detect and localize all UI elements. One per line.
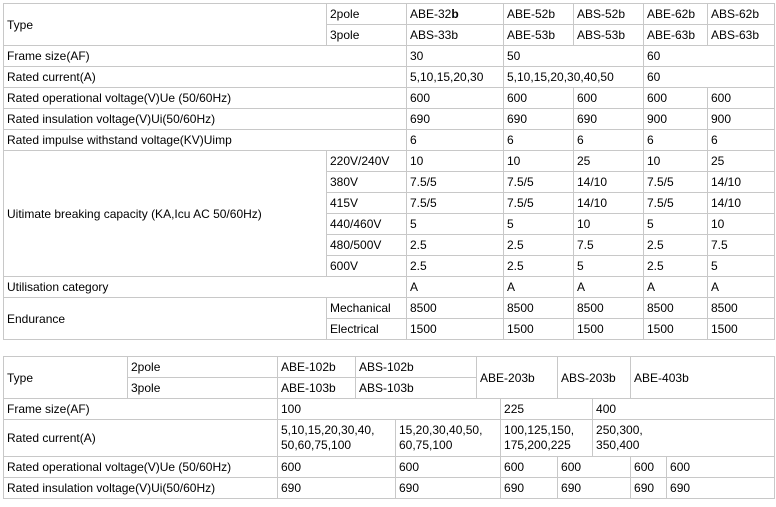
value-cell: 14/10	[708, 193, 775, 214]
model-cell: ABE-62b	[644, 4, 708, 25]
value-cell: 25	[708, 151, 775, 172]
value-cell: 7.5	[574, 235, 644, 256]
value-line: 350,400	[596, 438, 640, 452]
value-cell: 8500	[574, 298, 644, 319]
value-line: 175,200,225	[504, 438, 571, 452]
value-cell: 10	[504, 151, 574, 172]
value-cell: 690	[504, 109, 574, 130]
model-suffix: b	[451, 7, 459, 21]
model-cell: ABE-63b	[644, 25, 708, 46]
value-cell: 900	[708, 109, 775, 130]
value-cell: 10	[644, 151, 708, 172]
value-cell: 14/10	[574, 172, 644, 193]
row-label-endurance: Endurance	[4, 298, 327, 340]
model-cell: ABE-53b	[504, 25, 574, 46]
row-label-breaking: Uitimate breaking capacity (KA,Icu AC 50/60Hz)	[4, 151, 327, 277]
value-cell: 10	[708, 214, 775, 235]
voltage-label: 480/500V	[327, 235, 407, 256]
table-row	[4, 67, 775, 88]
value-cell: 690	[631, 478, 667, 499]
model-cell: ABE-403b	[631, 357, 775, 399]
value-cell: 5	[708, 256, 775, 277]
value-cell: 1500	[574, 319, 644, 340]
value-cell: 2.5	[407, 256, 504, 277]
value-cell: 690	[396, 478, 501, 499]
value-cell: 8500	[708, 298, 775, 319]
model-cell: ABS-52b	[574, 4, 644, 25]
table-row	[4, 298, 775, 319]
value-line: 60,75,100	[399, 438, 453, 452]
value-line: 50,60,75,100	[281, 438, 352, 452]
row-label-op-voltage: Rated operational voltage(V)Ue (50/60Hz)	[4, 457, 278, 478]
row-label-current: Rated current(A)	[4, 420, 278, 457]
value-line: 250,300,	[596, 423, 643, 437]
table-row	[4, 130, 775, 151]
value-cell: 100	[278, 399, 501, 420]
model-cell: ABS-203b	[558, 357, 631, 399]
value-cell: 1500	[407, 319, 504, 340]
row-label-type: Type	[4, 357, 128, 399]
value-cell	[278, 420, 396, 457]
value-cell: 2.5	[407, 235, 504, 256]
value-cell: 8500	[407, 298, 504, 319]
value-cell: 600	[574, 88, 644, 109]
model-cell: ABS-102b	[356, 357, 477, 378]
pole-label-3: 3pole	[327, 25, 407, 46]
model-cell	[407, 4, 504, 25]
value-line: 100,125,150,	[504, 423, 575, 437]
model-cell: ABS-33b	[407, 25, 504, 46]
value-cell: 690	[407, 109, 504, 130]
pole-label-2: 2pole	[327, 4, 407, 25]
table-row	[4, 151, 775, 172]
value-cell: 690	[278, 478, 396, 499]
table-row	[4, 109, 775, 130]
model-cell: ABS-62b	[708, 4, 775, 25]
value-cell: 2.5	[644, 256, 708, 277]
row-label-current: Rated current(A)	[4, 67, 407, 88]
voltage-label: 220V/240V	[327, 151, 407, 172]
value-cell: 7.5/5	[407, 193, 504, 214]
value-cell: 1500	[504, 319, 574, 340]
value-cell: 7.5/5	[504, 172, 574, 193]
value-cell: 600	[644, 88, 708, 109]
value-cell: A	[574, 277, 644, 298]
pole-label-3: 3pole	[128, 378, 278, 399]
table-row	[4, 357, 775, 378]
value-cell: 6	[504, 130, 574, 151]
value-cell: 7.5/5	[407, 172, 504, 193]
row-label-op-voltage: Rated operational voltage(V)Ue (50/60Hz)	[4, 88, 407, 109]
value-cell: 5	[504, 214, 574, 235]
value-cell: 7.5	[708, 235, 775, 256]
model-cell: ABE-103b	[278, 378, 356, 399]
spec-table-large-frame	[3, 356, 775, 499]
voltage-label: 440/460V	[327, 214, 407, 235]
value-cell: 690	[574, 109, 644, 130]
value-cell	[593, 420, 775, 457]
table-row	[4, 46, 775, 67]
value-cell: 400	[593, 399, 775, 420]
value-cell: 7.5/5	[644, 172, 708, 193]
value-cell: 1500	[708, 319, 775, 340]
row-label-type: Type	[4, 4, 327, 46]
value-cell: 225	[501, 399, 593, 420]
voltage-label: 600V	[327, 256, 407, 277]
value-cell: 25	[574, 151, 644, 172]
value-cell: 2.5	[644, 235, 708, 256]
value-cell: 600	[504, 88, 574, 109]
value-cell: 10	[407, 151, 504, 172]
row-label-ins-voltage: Rated insulation voltage(V)Ui(50/60Hz)	[4, 478, 278, 499]
value-cell: 600	[631, 457, 667, 478]
row-label-util: Utilisation category	[4, 277, 407, 298]
value-cell: 6	[708, 130, 775, 151]
value-cell: 600	[708, 88, 775, 109]
value-cell: 10	[574, 214, 644, 235]
value-cell: 50	[504, 46, 644, 67]
value-cell: 690	[667, 478, 775, 499]
endurance-type: Electrical	[327, 319, 407, 340]
value-cell: 5	[407, 214, 504, 235]
value-cell: A	[708, 277, 775, 298]
value-cell: 1500	[644, 319, 708, 340]
voltage-label: 380V	[327, 172, 407, 193]
row-label-frame: Frame size(AF)	[4, 399, 278, 420]
value-cell: 690	[558, 478, 631, 499]
model-cell: ABE-52b	[504, 4, 574, 25]
endurance-type: Mechanical	[327, 298, 407, 319]
row-label-ins-voltage: Rated insulation voltage(V)Ui(50/60Hz)	[4, 109, 407, 130]
value-cell: 5,10,15,20,30	[407, 67, 504, 88]
model-cell: ABS-63b	[708, 25, 775, 46]
model-cell: ABE-203b	[477, 357, 558, 399]
value-cell: 5,10,15,20,30,40,50	[504, 67, 644, 88]
value-cell: 7.5/5	[644, 193, 708, 214]
pole-label-2: 2pole	[128, 357, 278, 378]
model-prefix: ABE-32	[410, 7, 452, 21]
value-cell: 14/10	[574, 193, 644, 214]
row-label-impulse: Rated impulse withstand voltage(KV)Uimp	[4, 130, 407, 151]
value-line: 5,10,15,20,30,40,	[281, 423, 375, 437]
value-cell: A	[644, 277, 708, 298]
row-label-frame: Frame size(AF)	[4, 46, 407, 67]
value-cell: 600	[407, 88, 504, 109]
value-cell: 900	[644, 109, 708, 130]
value-cell: 600	[558, 457, 631, 478]
table-row	[4, 420, 775, 457]
value-cell: 2.5	[504, 235, 574, 256]
value-cell: 600	[667, 457, 775, 478]
value-cell	[501, 420, 593, 457]
value-cell: 14/10	[708, 172, 775, 193]
model-cell: ABS-53b	[574, 25, 644, 46]
value-cell: 2.5	[504, 256, 574, 277]
value-line: 15,20,30,40,50,	[399, 423, 483, 437]
table-row	[4, 399, 775, 420]
value-cell: 7.5/5	[504, 193, 574, 214]
table-row	[4, 457, 775, 478]
value-cell: 600	[396, 457, 501, 478]
table-row	[4, 4, 775, 25]
value-cell: 8500	[504, 298, 574, 319]
model-cell: ABS-103b	[356, 378, 477, 399]
value-cell: 30	[407, 46, 504, 67]
value-cell: 6	[644, 130, 708, 151]
value-cell: 600	[501, 457, 558, 478]
value-cell: 690	[501, 478, 558, 499]
value-cell: 8500	[644, 298, 708, 319]
value-cell: 6	[407, 130, 504, 151]
value-cell: 60	[644, 46, 775, 67]
spec-table-small-frame	[3, 3, 775, 340]
value-cell: 5	[644, 214, 708, 235]
value-cell: 6	[574, 130, 644, 151]
table-row	[4, 88, 775, 109]
value-cell: 600	[278, 457, 396, 478]
value-cell	[396, 420, 501, 457]
value-cell: 5	[574, 256, 644, 277]
model-cell: ABE-102b	[278, 357, 356, 378]
value-cell: A	[504, 277, 574, 298]
value-cell: 60	[644, 67, 775, 88]
voltage-label: 415V	[327, 193, 407, 214]
value-cell: A	[407, 277, 504, 298]
table-row	[4, 478, 775, 499]
table-row	[4, 277, 775, 298]
